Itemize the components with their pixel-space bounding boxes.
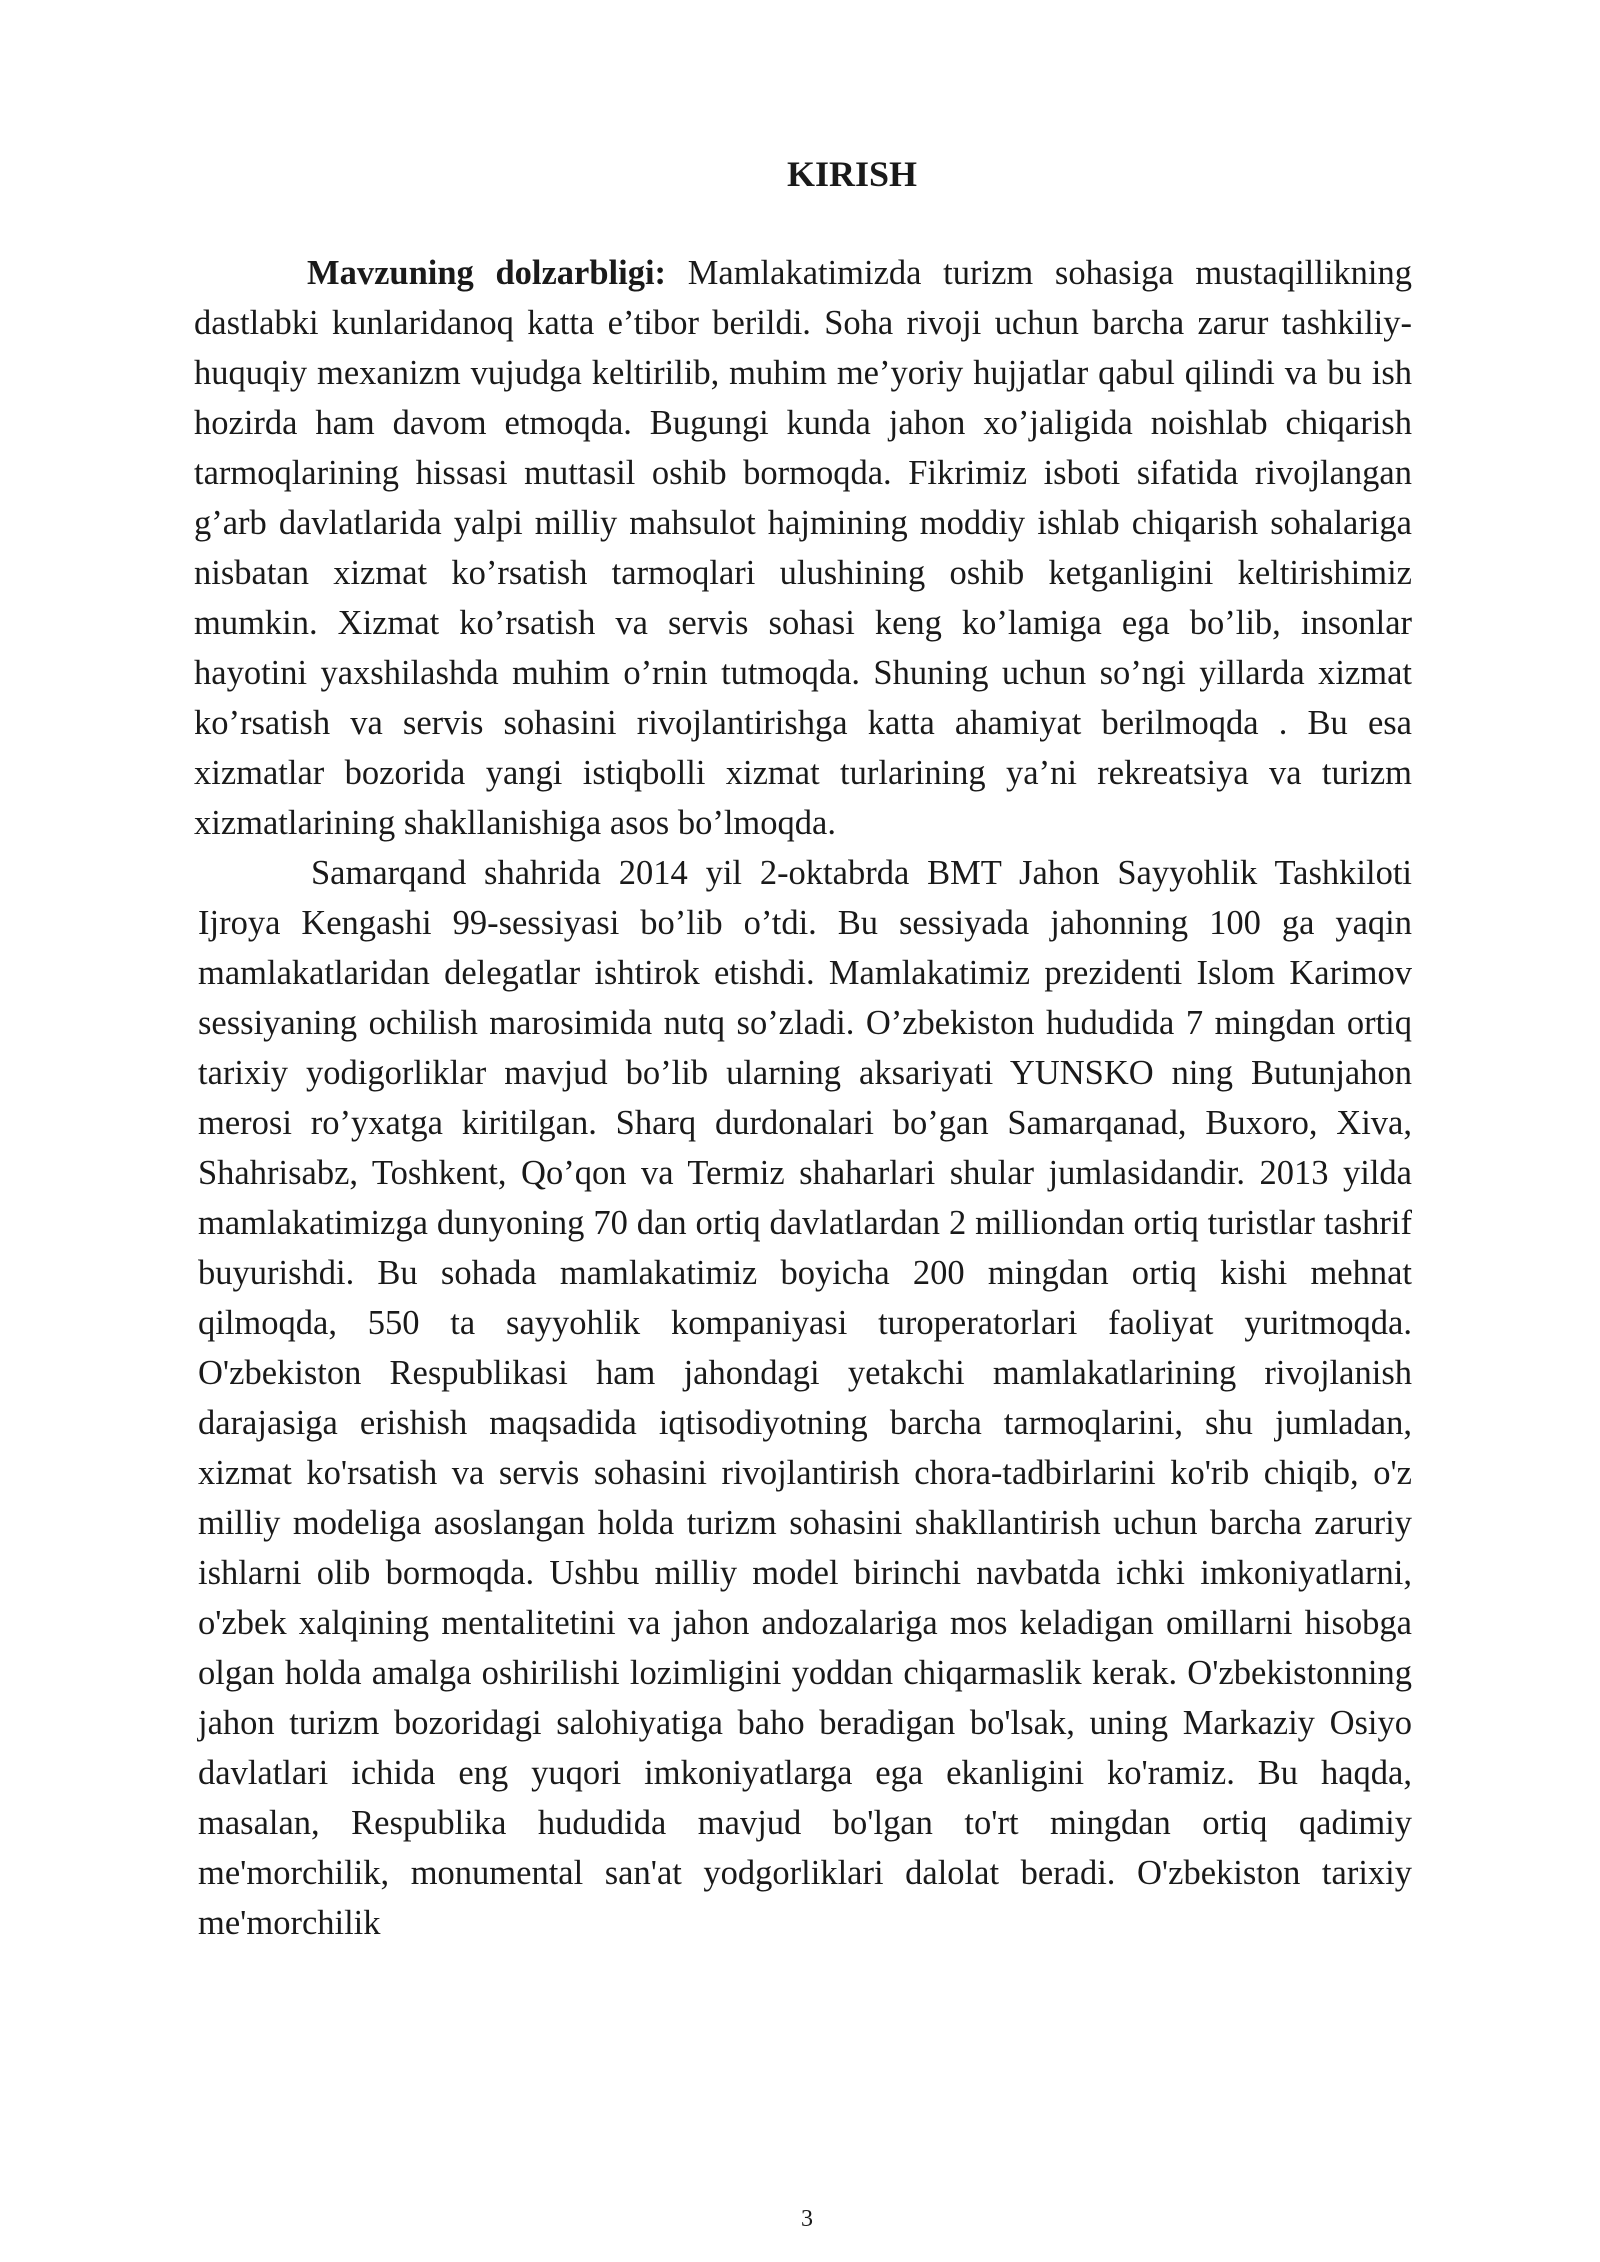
paragraph-relevance (194, 248, 1412, 848)
page-title: KIRISH (786, 154, 918, 194)
body-text (194, 248, 1412, 1948)
paragraph-samarqand: Samarqand shahrida 2014 yil 2-oktabrda BMT Jahon Sayyohlik Tashkiloti Ijroya Kengashi 99-sessiyasi bo’lib o’tdi. Bu sessiyada jahonning 100 ga yaqin mamlakatlaridan delegatlar ishtirok etishdi. Mamlakatimiz prezidenti Islom Karimov sessiyaning ochilish marosimida nutq so’zladi. O’zbekiston hududida 7 mingdan ortiq tarixiy yodigorliklar mavjud bo’lib ularning aksariyati YUNSKO ning Butunjahon merosi ro’yxatga kiritilgan. Sharq durdonalari bo’gan Samarqanad, Buxoro, Xiva, Shahrisabz, Toshkent, Qo’qon va Termiz shaharlari shular jumlasidandir. 2013 yilda mamlakatimizga dunyoning 70 dan ortiq davlatlardan 2 milliondan ortiq turistlar tashrif buyurishdi. Bu sohada mamlakatimiz boyicha 200 mingdan ortiq kishi mehnat qilmoqda, 550 ta sayyohlik kompaniyasi turoperatorlari faoliyat yuritmoqda. O'zbekiston Respublikasi ham jahondagi yetakchi mamlakatlarining rivojlanish darajasiga erishish maqsadida iqtisodiyotning barcha tarmoqlarini, shu jumladan, xizmat ko'rsatish va servis sohasini rivojlantirish chora-tadbirlarini ko'rib chiqib, o'z milliy modeliga asoslangan holda turizm sohasini shakllantirish uchun barcha zaruriy ishlarni olib bormoqda. Ushbu milliy model birinchi navbatda ichki imkoniyatlarni, o'zbek xalqining mentalitetini va jahon andozalariga mos keladigan omillarni hisobga olgan holda amalga oshirilishi lozimligini yoddan chiqarmaslik kerak. O'zbekistonning jahon turizm bozoridagi salohiyatiga baho beradigan bo'lsak, uning Markaziy Osiyo davlatlari ichida eng yuqori imkoniyatlarga ega ekanligini ko'ramiz. Bu haqda, masalan, Respublika hududida mavjud bo'lgan to'rt mingdan ortiq qadimiy me'morchilik, monumental san'at yodgorliklari dalolat beradi. O'zbekiston tarixiy me'morchilik (198, 854, 1412, 1942)
page-number: 3 (801, 2206, 813, 2232)
paragraph-lead: Mavzuning dolzarbligi: (307, 254, 667, 292)
paragraph-text: Mamlakatimizda turizm sohasiga mustaqillikning dastlabki kunlaridanoq katta e’tibor berildi. Soha rivoji uchun barcha zarur tashkiliy-huquqiy mexanizm vujudga keltirilib, muhim me’yoriy hujjatlar qabul qilindi va bu ish hozirda ham davom etmoqda. Bugungi kunda jahon xo’jaligida noishlab chiqarish tarmoqlarining hissasi muttasil oshib bormoqda. Fikrimiz isboti sifatida rivojlangan g’arb davlatlarida yalpi milliy mahsulot hajmining moddiy ishlab chiqarish sohalariga nisbatan xizmat ko’rsatish tarmoqlari ulushining oshib ketganligini keltirishimiz mumkin. Xizmat ko’rsatish va servis sohasi keng ko’lamiga ega bo’lib, insonlar hayotini yaxshilashda muhim o’rnin tutmoqda. Shuning uchun so’ngi yillarda xizmat ko’rsatish va servis sohasini rivojlantirishga katta ahamiyat berilmoqda . Bu esa xizmatlar bozorida yangi istiqbolli xizmat turlarining ya’ni rekreatsiya va turizm xizmatlarining shakllanishiga asos bo’lmoqda. (194, 254, 1412, 842)
